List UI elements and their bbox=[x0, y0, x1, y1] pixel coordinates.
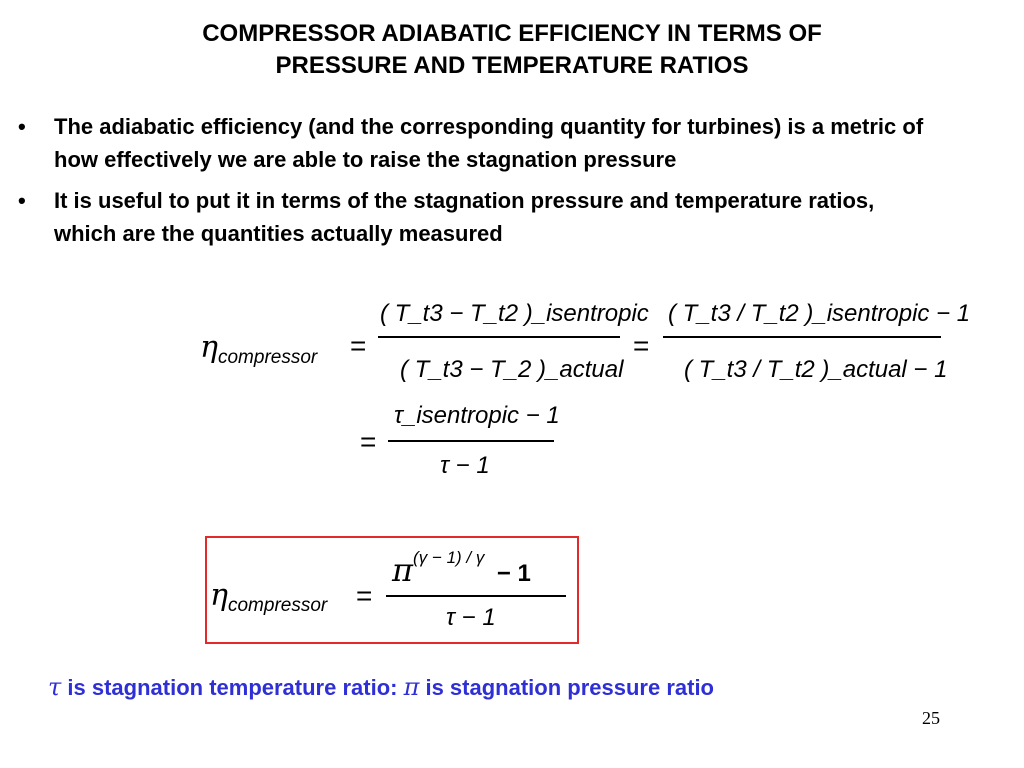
equals-sign: = bbox=[356, 580, 373, 611]
eta-symbol: η bbox=[200, 330, 218, 365]
bullet-marker: • bbox=[18, 188, 26, 213]
fraction1-bar bbox=[378, 336, 620, 338]
slide-title bbox=[0, 18, 1024, 82]
equals-sign: = bbox=[360, 426, 377, 457]
fraction2-bar bbox=[663, 336, 941, 338]
fraction1-numerator: ( T_t3 − T_t2 )_isentropic bbox=[380, 300, 649, 327]
equals-sign: = bbox=[633, 330, 650, 361]
tau-definition: is stagnation temperature ratio: bbox=[61, 675, 404, 700]
bullet-list bbox=[14, 110, 934, 258]
compressor-subscript: compressor bbox=[217, 347, 318, 368]
tau-symbol: τ bbox=[48, 673, 62, 701]
title-line-2: PRESSURE AND TEMPERATURE RATIOS bbox=[275, 52, 749, 79]
footer-definitions bbox=[48, 672, 714, 703]
bullet-text: The adiabatic efficiency (and the corresponding quantity for turbines) is a metric of how effectively we are able to raise the stagnation pressure bbox=[54, 114, 924, 172]
fraction3-bar bbox=[388, 440, 554, 442]
minus-one: − 1 bbox=[496, 560, 531, 587]
pi-symbol: π bbox=[403, 673, 420, 701]
bullet-item bbox=[14, 184, 934, 250]
bullet-marker: • bbox=[18, 114, 26, 139]
pi-symbol: π bbox=[392, 551, 414, 589]
page-number: 25 bbox=[922, 708, 940, 728]
eta-compressor-lhs bbox=[210, 578, 327, 617]
gamma-exponent: (γ − 1) / γ bbox=[413, 548, 485, 567]
fraction1-denominator: ( T_t3 − T_2 )_actual bbox=[400, 356, 624, 383]
tau-isentropic-numerator: τ_isentropic − 1 bbox=[394, 402, 560, 429]
fraction2-denominator: ( T_t3 / T_t2 )_actual − 1 bbox=[684, 356, 948, 383]
tau-minus-one-denominator: τ − 1 bbox=[446, 604, 496, 631]
tau-minus-one-denominator: τ − 1 bbox=[440, 452, 490, 479]
pi-definition: is stagnation pressure ratio bbox=[419, 675, 714, 700]
bullet-item bbox=[14, 110, 934, 176]
eta-compressor-lhs bbox=[200, 330, 317, 369]
pi-power-numerator bbox=[392, 548, 531, 589]
equals-sign: = bbox=[350, 330, 367, 361]
compressor-subscript: compressor bbox=[227, 595, 328, 616]
bullet-text: It is useful to put it in terms of the stagnation pressure and temperature ratios, which are the quantities actually measured bbox=[54, 188, 875, 246]
fraction2-numerator: ( T_t3 / T_t2 )_isentropic − 1 bbox=[668, 300, 971, 327]
fraction4-bar bbox=[386, 595, 566, 597]
eta-symbol: η bbox=[210, 578, 228, 613]
title-line-1: COMPRESSOR ADIABATIC EFFICIENCY IN TERMS OF bbox=[202, 20, 822, 47]
